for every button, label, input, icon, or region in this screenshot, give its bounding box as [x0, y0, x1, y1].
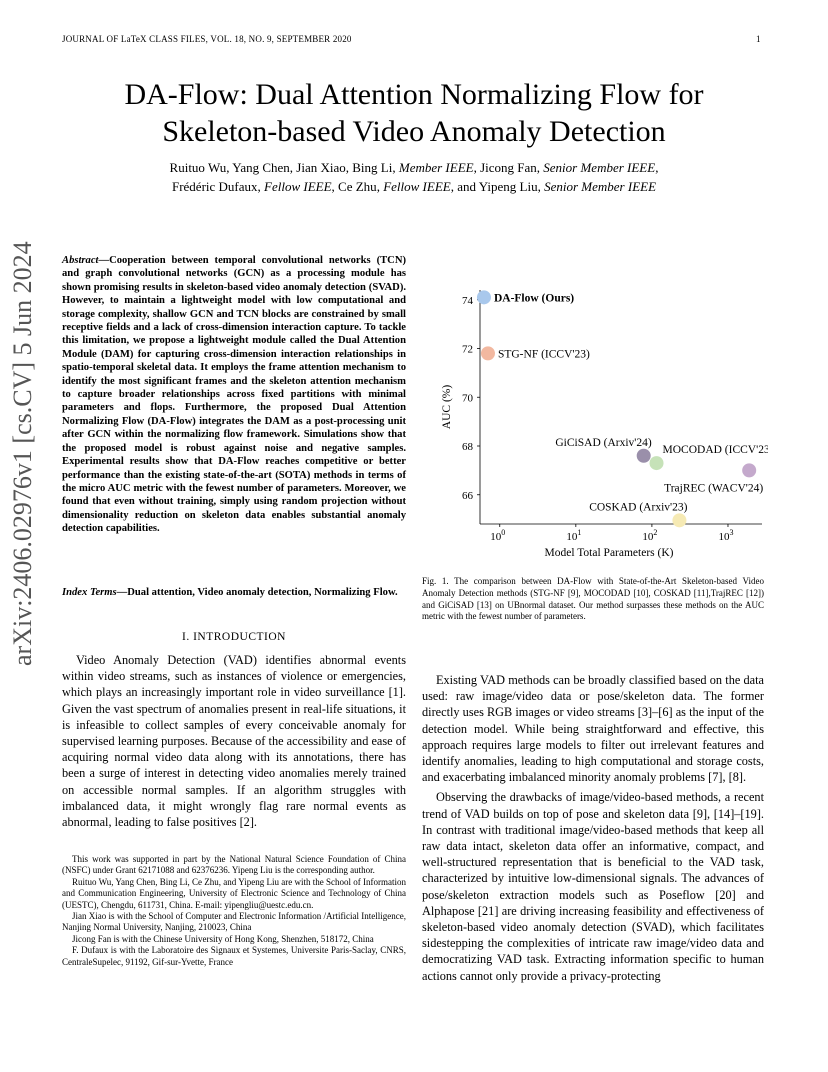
right-column-text — [422, 672, 764, 984]
author-role: Fellow IEEE — [264, 179, 332, 194]
y-tick-label: 72 — [462, 343, 473, 356]
data-label: GiCiSAD (Arxiv'24) — [555, 436, 652, 449]
x-tick-label: $10^2$ — [642, 528, 658, 543]
title-line-1: DA-Flow: Dual Attention Normalizing Flow for — [124, 78, 704, 111]
data-label: DA-Flow (Ours) — [493, 292, 575, 305]
author-list — [60, 158, 768, 196]
index-terms-label: Index Terms — [62, 587, 117, 598]
running-header — [62, 34, 352, 44]
data-point — [481, 346, 495, 360]
y-axis-label: AUC (%) — [441, 384, 453, 430]
author: Yipeng Liu — [478, 179, 538, 194]
data-label: STG-NF (ICCV'23) — [497, 348, 590, 361]
figure-1-chart — [428, 282, 768, 570]
footnote: Jicong Fan is with the Chinese University of Hong Kong, Shenzhen, 518172, China — [72, 933, 374, 944]
x-tick-label: $10^1$ — [566, 528, 582, 543]
author-role: Senior Member IEEE — [544, 179, 657, 194]
figure-caption: Fig. 1. The comparison between DA-Flow with State-of-the-Art Skeleton-based Video Anomaly Detection methods (STG-NF [9], MOCODAD [10], COSKAD [11],TrajREC [12]) and GiCiSAD [13] on UBnormal dataset. Our method surpasses these methods on the AUC metric with the fewest number of parameters. — [422, 576, 764, 622]
author-line-2: Frédéric Dufaux, Fellow IEEE, Ce Zhu, Fellow IEEE, and Yipeng Liu, Senior Member IEEE — [171, 179, 657, 194]
paragraph: Video Anomaly Detection (VAD) identifies abnormal events within video streams, such as instances of violence or emergencies, which plays an increasingly important role in video surveillance [1]. Given the vast spectrum of anomalies present in real-life situations, it is infeasible to collect samples of every conceivable anomaly for supervised learning purposes. Because of the accessibility and ease of acquiring normal video data along with its annotations, there has been a surge of interest in detecting video anomalies merely trained on accessible normal samples. If an algorithm struggles with imbalanced data, it might wrongly flag rare normal events as abnormal, leading to false positives [2]. — [62, 653, 406, 830]
section-heading: I. INTRODUCTION — [182, 631, 286, 643]
data-point — [672, 513, 686, 527]
author: Bing Li — [352, 160, 393, 175]
author: Jicong Fan — [480, 160, 537, 175]
x-axis-label: Model Total Parameters (K) — [544, 547, 674, 559]
x-tick-label: $10^3$ — [718, 528, 734, 543]
journal-name: JOURNAL OF LaTeX CLASS FILES, VOL. 18, NO. 9, SEPTEMBER 2020 — [62, 34, 352, 44]
y-tick-label: 66 — [462, 489, 473, 502]
author-role: Fellow IEEE — [383, 179, 451, 194]
data-point — [742, 463, 756, 477]
author-role: Member IEEE — [398, 160, 474, 175]
paragraph: Observing the drawbacks of image/video-based methods, a recent trend of VAD builds on top of pose and skeleton data [9], [14]–[19]. In contrast with traditional image/video-based methods that keep all raw data intact, skeleton data offer an informative, compact, and well-structured representation that is beneficial to the VAD task, characterized by intuitive low-dimensional signals. The advances of pose/skeleton extraction models such as Poseflow [20] and Alphapose [21] are driving increasing feasibility and effectiveness of skeleton-based video anomaly detection (SVAD), which facilitates sidestepping the complexities of intricate raw image/video data and democratizing VAD task. Extracting information specific to human actions cannot only provide a privacy-protecting — [422, 790, 764, 983]
abstract-text: —Cooperation between temporal convolutional networks (TCN) and graph convolutional networks (GCN) as a processing module has shown promising results in skeleton-based video anomaly detection (SVAD). However, to maintain a lightweight model with low computational and storage complexity, shallow GCN and TCN blocks are constrained by small receptive fields and a lack of cross-dimension interaction capture. To tackle this limitation, we propose a lightweight module called the Dual Attention Module (DAM) for capturing cross-dimension interaction relationships in spatio-temporal skeletal data. It employs the frame attention mechanism to identify the most significant frames and the skeleton attention mechanism to capture broader relationships across fixed partitions with minimal parameters and flops. Furthermore, the proposed Dual Attention Normalizing Flow (DA-Flow) integrates the DAM as a post-processing unit after GCN within the normalizing flow framework. Simulations show that the proposed model is robust against noise and negative samples. Experimental results show that DA-Flow reaches competitive or better performance than the existing state-of-the-art (SOTA) methods in terms of the micro AUC metric with the fewest number of parameters. Moreover, we found that even without training, simply using random projection without dimensionality reduction on skeleton data enables substantial anomaly detection capabilities. — [62, 255, 406, 535]
footnote: Ruituo Wu, Yang Chen, Bing Li, Ce Zhu, and Yipeng Liu are with the School of Information and Communication Engineering, University of Electronic Science and Technology of China (UESTC), Chengdu, 611731, China. E-mail: yipengliu@uestc.edu.cn. — [62, 876, 406, 910]
data-label: MOCODAD (ICCV'23) — [662, 444, 768, 457]
y-tick-label: 70 — [462, 392, 473, 405]
author: Ruituo Wu — [169, 160, 227, 175]
intro-text — [62, 652, 406, 830]
author-role: Senior Member IEEE — [543, 160, 656, 175]
author: Jian Xiao — [296, 160, 346, 175]
footnote: This work was supported in part by the National Natural Science Foundation of China (NSFC) under Grant 62171088 and 62376236. Yipeng Liu is the corresponding author. — [62, 854, 406, 876]
paper-title — [0, 76, 828, 150]
author: Ce Zhu — [338, 179, 377, 194]
arxiv-stamp: arXiv:2406.02976v1 [cs.CV] 5 Jun 2024 — [8, 241, 37, 666]
footnote: F. Dufaux is with the Laboratoire des Signaux et Systemes, Universite Paris-Saclay, CNRS, CentraleSupelec, 91192, Gif-sur-Yvette, France — [62, 945, 406, 967]
y-tick-label: 74 — [462, 294, 473, 307]
abstract — [62, 254, 406, 536]
scatter-chart — [428, 282, 768, 570]
page-number: 1 — [756, 34, 761, 44]
data-point — [477, 290, 491, 304]
title-line-2: Skeleton-based Video Anomaly Detection — [162, 115, 666, 148]
index-terms-text: —Dual attention, Video anomaly detection, Normalizing Flow. — [116, 587, 398, 598]
abstract-label: Abstract — [62, 255, 99, 266]
author-line-1: Ruituo Wu, Yang Chen, Jian Xiao, Bing Li, Member IEEE, Jicong Fan, Senior Member IEEE, — [169, 160, 659, 175]
footnotes — [62, 854, 406, 968]
footnote: Jian Xiao is with the School of Computer and Electronic Information /Artificial Intelligence, Nanjing Normal University, Nanjing, 210023, China — [62, 911, 406, 933]
data-label: TrajREC (WACV'24) — [664, 482, 764, 495]
data-point — [650, 456, 664, 470]
x-tick-label: $10^0$ — [490, 528, 506, 543]
author: Yang Chen — [232, 160, 290, 175]
data-label: COSKAD (Arxiv'23) — [589, 501, 688, 514]
y-tick-label: 68 — [462, 441, 473, 453]
paragraph: Existing VAD methods can be broadly classified based on the data used: raw image/video data or pose/skeleton data. The former directly uses RGB images or video streams [3]–[6] as the input of the detection model. While being straightforward and effective, this approach requires large models to filter out irrelevant features and identify anomalies, leading to high computational and storage costs, and exacerbating imbalanced minority anomaly problems [7], [8]. — [422, 673, 764, 785]
data-point — [637, 449, 651, 463]
author: Frédéric Dufaux — [171, 179, 258, 194]
index-terms — [62, 586, 406, 599]
